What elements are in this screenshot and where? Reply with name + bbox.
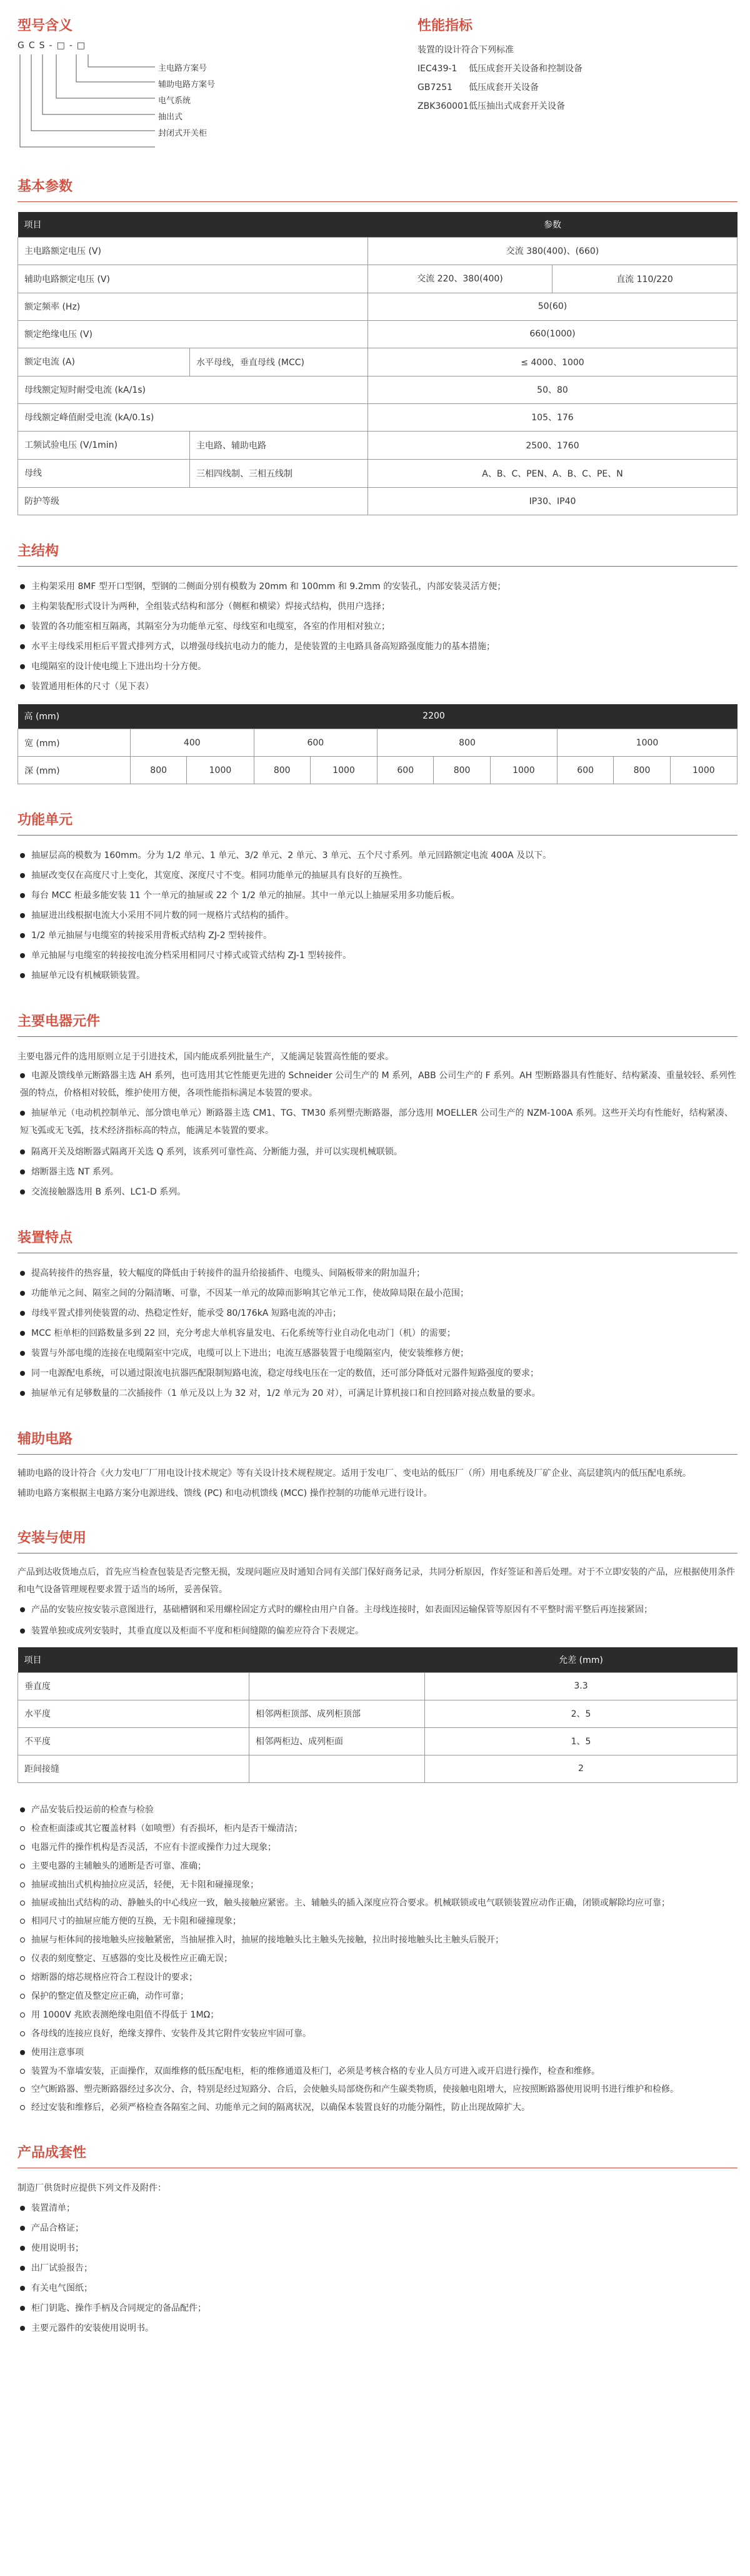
bullet-icon (20, 873, 25, 878)
table-cell: 相邻两柜顶部、成列柜顶部 (249, 1700, 425, 1727)
bullet-icon (20, 1111, 25, 1116)
section-divider (18, 1036, 738, 1037)
section-divider (18, 566, 738, 567)
list-item: 装置单独或成列安装时，其垂直度以及柜面不平度和柜间缝隙的偏差应符合下表规定。 (18, 1621, 738, 1641)
table-cell: 额定绝缘电压 (V) (18, 320, 368, 348)
table-cell: 工频试验电压 (V/1min) (18, 432, 190, 459)
list-item: 熔断器的熔芯规格应符合工程设计的要求； (18, 1968, 738, 1987)
table-row (18, 729, 738, 757)
model-letter: S (39, 41, 46, 51)
table-cell: 1000 (310, 757, 377, 784)
list-item: 隔离开关及熔断器式隔离开关选 Q 系列，该系列可靠性高、分断能力强，并可以实现机械联锁。 (18, 1142, 738, 1162)
model-item: 电气系统 (158, 96, 191, 106)
table-header: 2200 (131, 704, 738, 729)
bullet-icon (20, 913, 25, 918)
components-list (18, 1067, 738, 1202)
table-row (18, 376, 738, 403)
table-row (18, 459, 738, 487)
standards-intro: 装置的设计符合下列标准 (418, 45, 514, 55)
bullet-icon (20, 1149, 25, 1154)
bullet-icon (20, 1331, 25, 1336)
model-diagram (18, 41, 418, 159)
bullet-icon (20, 584, 25, 589)
features-list (18, 1263, 738, 1403)
model-title: 型号含义 (18, 18, 73, 34)
table-cell: 主电路、辅助电路 (196, 440, 266, 451)
table-row (18, 1755, 738, 1782)
list-item: 装置与外部电缆的连接在电缆隔室中完成，电缆可以上下进出；电流互感器装置于电缆隔室内，使安装维修方便； (18, 1343, 738, 1363)
aux-paragraph: 辅助电路的设计符合《火力发电厂厂用电设计技术规定》等有关设计技术规程规定。适用于发电厂、变电站的低压厂（所）用电系统及厂矿企业、高层建筑内的低压配电系统。 (18, 1468, 691, 1478)
bullet-icon (20, 1311, 25, 1316)
table-cell (249, 1755, 425, 1782)
table-row (18, 293, 738, 320)
table-row (18, 320, 738, 348)
functional-title: 功能单元 (18, 812, 73, 828)
standard-code: IEC439-1 (418, 64, 458, 74)
bullet-icon (20, 2226, 25, 2231)
table-cell: 母线额定峰值耐受电流 (kA/0.1s) (18, 403, 368, 431)
table-header: 允差 (mm) (425, 1647, 738, 1672)
table-header: 参数 (368, 212, 738, 237)
table-cell: 防护等级 (18, 487, 368, 515)
bullet-icon (20, 2286, 25, 2291)
table-row (18, 487, 738, 515)
table-cell: 交流 220、380(400) (368, 265, 552, 293)
bullet-icon (20, 644, 25, 649)
table-cell: 母线额定短时耐受电流 (kA/1s) (18, 376, 368, 403)
circle-bullet-icon (20, 1826, 25, 1831)
model-item: 主电路方案号 (158, 64, 208, 73)
list-item: 用 1000V 兆欧表测绝缘电阻值不得低于 1MΩ； (18, 2006, 738, 2024)
table-cell: 800 (378, 729, 558, 757)
bullet-icon (20, 1291, 25, 1296)
components-title: 主要电器元件 (18, 1014, 101, 1029)
list-item: 抽屉改变仅在高度尺寸上变化，其宽度、深度尺寸不变。相同功能单元的抽屉具有良好的互换性。 (18, 866, 738, 886)
list-item: 电器元件的操作机构是否灵活，不应有卡涩或操作力过大现象； (18, 1838, 738, 1857)
table-cell: 交流 380(400)、(660) (368, 237, 738, 265)
table-row (18, 403, 738, 431)
list-item: 装置为不靠墙安装，正面操作，双面维修的低压配电柜，柜的维修通道及柜门，必须是考核合格的专业人员方可进入或开启进行操作，检查和维修。 (18, 2062, 738, 2081)
table-cell: 额定电流 (A) (18, 348, 190, 376)
bullet-icon (20, 2050, 25, 2055)
bullet-icon (20, 1371, 25, 1376)
list-item: 母线平置式排列使装置的动、热稳定性好，能承受 80/176kA 短路电流的冲击； (18, 1303, 738, 1323)
list-item: 抽屉或抽出式结构的动、静触头的中心线应一致，触头接触应紧密。主、辅触头的插入深度应符合要求。机械联锁或电气联锁装置应动作正确，闭锁或解除均应可靠； (18, 1894, 738, 1912)
list-item: 提高转接件的热容量，较大幅度的降低由于转接件的温升给接插件、电缆头、间隔板带来的附加温升； (18, 1263, 738, 1283)
list-item: 抽屉进出线根据电流大小采用不同片数的同一规格片式结构的插件。 (18, 906, 738, 926)
table-cell: 额定频率 (Hz) (18, 293, 368, 320)
table-cell: 不平度 (18, 1727, 249, 1755)
table-cell: 600 (557, 757, 613, 784)
bullet-icon (20, 1271, 25, 1276)
standard-desc: 低压抽出式成套开关设备 (469, 101, 565, 111)
table-cell: 直流 110/220 (616, 274, 673, 285)
table-cell: 800 (131, 757, 187, 784)
table-cell: 主电路额定电压 (V) (18, 237, 368, 265)
circle-bullet-icon (20, 1919, 25, 1924)
circle-bullet-icon (20, 1956, 25, 1961)
list-item: 装置通用柜体的尺寸（见下表） (18, 677, 738, 697)
list-item: 空气断路器、塑壳断路器经过多次分、合，特别是经过短路分、合后，会使触头局部烧伤和产生碳类物质，使接触电阻增大，应按照断路器使用说明书进行维护和检修。 (18, 2081, 738, 2098)
bullet-icon (20, 973, 25, 978)
bullet-icon (20, 1607, 25, 1612)
table-cell: 深 (mm) (18, 757, 131, 784)
table-cell: 105、176 (368, 403, 738, 431)
table-cell: 水平母线，垂直母线 (MCC) (196, 357, 305, 368)
list-item: 单元抽屉与电缆室的转接按电流分档采用相同尺寸棒式或管式结构 ZJ-1 型转接件。 (18, 946, 738, 966)
table-cell-split (18, 459, 368, 487)
circle-bullet-icon (20, 1864, 25, 1869)
list-item: 相同尺寸的抽屉应能方便的互换，无卡阻和碰撞现象； (18, 1912, 738, 1931)
table-row (18, 1727, 738, 1755)
list-item: 各母线的连接应良好，绝缘支撑件、安装件及其它附件安装应牢固可靠。 (18, 2024, 738, 2043)
table-row (18, 1672, 738, 1700)
table-cell: 1000 (670, 757, 737, 784)
standard-desc: 低压成套开关设备 (469, 83, 539, 93)
circle-bullet-icon (20, 2013, 25, 2018)
standard-code: GB7251 (418, 83, 453, 93)
table-cell: 600 (254, 729, 378, 757)
table-row (18, 265, 738, 293)
model-letters (18, 41, 418, 51)
bullet-icon (20, 1629, 25, 1634)
structure-title: 主结构 (18, 543, 59, 559)
list-item: 交流接触器选用 B 系列、LC1-D 系列。 (18, 1182, 738, 1202)
list-item: 电缆隔室的设计使电缆上下进出均十分方便。 (18, 657, 738, 677)
list-item: 抽屉单元设有机械联锁装置。 (18, 966, 738, 986)
table-header-row (18, 1647, 738, 1672)
table-header-row (18, 704, 738, 729)
table-row (18, 757, 738, 784)
list-item: 主构架采用 8MF 型开口型钢，型钢的二侧面分别有模数为 20mm 和 100mm 和 9.2mm 的安装孔，内部安装灵活方便； (18, 577, 738, 597)
circle-bullet-icon (20, 1882, 25, 1887)
bullet-icon (20, 1190, 25, 1195)
table-cell: 水平度 (18, 1700, 249, 1727)
package-title: 产品成套性 (18, 2144, 87, 2161)
table-cell: 距间接缝 (18, 1755, 249, 1782)
bullet-icon (20, 2306, 25, 2311)
bullet-icon (20, 1351, 25, 1356)
table-header: 项目 (18, 212, 368, 237)
table-header: 项目 (18, 1647, 425, 1672)
features-title: 装置特点 (18, 1230, 73, 1246)
bullet-icon (20, 2266, 25, 2271)
model-letter: C (28, 41, 36, 51)
model-items (158, 61, 215, 142)
model-item: 封闭式开关柜 (158, 129, 208, 138)
table-cell: 400 (131, 729, 254, 757)
bullet-icon (20, 853, 25, 858)
table-cell: 三相四线制、三相五线制 (196, 468, 292, 479)
performance-title: 性能指标 (418, 18, 473, 34)
table-cell: 1000 (490, 757, 557, 784)
list-item: 产品的安装应按安装示意图进行，基础槽钢和采用螺栓固定方式时的螺栓由用户自备。主母线连接时，如表面因运输保管等原因有不平整时需平整后再连接紧固； (18, 1601, 738, 1619)
package-list (18, 2198, 738, 2338)
top-section (18, 13, 738, 159)
dimension-table (18, 704, 738, 785)
list-item: 主要电器的主辅触头的通断是否可靠、准确； (18, 1857, 738, 1876)
model-letter: - (49, 41, 53, 51)
bullet-icon (20, 624, 25, 629)
tolerance-table (18, 1647, 738, 1783)
circle-bullet-icon (20, 1994, 25, 1999)
table-cell: 2、5 (425, 1700, 738, 1727)
circle-bullet-icon (20, 1975, 25, 1980)
basic-params-table (18, 212, 738, 515)
bullet-icon (20, 684, 25, 689)
circle-bullet-icon (20, 2031, 25, 2036)
list-item: 出厂试验报告； (18, 2258, 738, 2278)
table-cell: 50(60) (368, 293, 738, 320)
standard-row (418, 78, 730, 97)
bullet-icon (20, 933, 25, 938)
list-item: 同一电源配电系统，可以通过限流电抗器匹配限制短路电流，稳定母线电压在一定的数值，还可部分降低对元器件短路强度的要求； (18, 1363, 738, 1383)
model-letter: □ (56, 41, 66, 51)
circle-bullet-icon (20, 1845, 25, 1850)
table-cell: 1、5 (425, 1727, 738, 1755)
bullet-icon (20, 2206, 25, 2211)
functional-list (18, 846, 738, 986)
bullet-icon (20, 604, 25, 609)
list-item: 抽屉或抽出式机构抽拉应灵活，轻便，无卡阻和碰撞现象； (18, 1876, 738, 1894)
package-intro: 制造厂供货时应提供下列文件及附件： (18, 2183, 166, 2193)
bullet-icon (20, 893, 25, 898)
model-letter: G (18, 41, 25, 51)
install-title: 安装与使用 (18, 1530, 87, 1546)
list-item: 抽屉层高的模数为 160mm。分为 1/2 单元、1 单元、3/2 单元、2 单元、3 单元、五个尺寸系列。单元回路额定电流 400A 及以下。 (18, 846, 738, 866)
standards-list (418, 41, 730, 116)
table-cell: 600 (378, 757, 434, 784)
list-item: 1/2 单元抽屉与电缆室的转接采用背板式结构 ZJ-2 型转接件。 (18, 926, 738, 946)
model-block (18, 13, 418, 159)
section-divider (18, 1454, 738, 1455)
model-item: 辅助电路方案号 (158, 80, 216, 89)
table-cell (249, 1672, 425, 1700)
circle-bullet-icon (20, 2087, 25, 2092)
bullet-icon (20, 1073, 25, 1078)
list-item: 功能单元之间、隔室之间的分隔清晰、可靠，不因某一单元的故障而影响其它单元工作，使故障局限在最小范围； (18, 1283, 738, 1303)
section-divider (18, 835, 738, 836)
list-item: 仪表的刻度整定、互感器的变比及极性应正确无误； (18, 1949, 738, 1968)
checks-list (18, 1801, 738, 2117)
table-cell: 2500、1760 (368, 431, 738, 459)
table-cell: 母线 (18, 460, 190, 487)
install-intro: 产品到达收货地点后，首先应当检查包装是否完整无损，发现问题应及时通知合同有关部门保好商务记录，共同分析原因，作好签证和善后处理。对于不立即安装的产品，应根据使用条件和电气设备管理规程要求置于适当的场所，妥善保管。 (18, 1567, 735, 1595)
bullet-icon (20, 1391, 25, 1396)
notes-title: 使用注意事项 (18, 2043, 738, 2062)
list-item: 使用说明书； (18, 2238, 738, 2258)
list-item: 电源及馈线单元断路器主选 AH 系列，也可选用其它性能更先进的 Schneider 公司生产的 M 系列，ABB 公司生产的 F 系列。AH 型断路器具有性能好、结构紧凑、重量较轻、系列性强的特点，价格相对较低，维护使用方便，各项性能指标满足本装置的要求。 (20, 1071, 736, 1098)
table-cell-split (368, 265, 738, 293)
bullet-icon (20, 2326, 25, 2331)
bullet-icon (20, 2246, 25, 2251)
table-cell: 宽 (mm) (18, 729, 131, 757)
standard-row (418, 59, 730, 78)
basic-params-title: 基本参数 (18, 179, 73, 194)
standard-code: ZBK360001 (418, 101, 469, 111)
table-cell-split (18, 431, 368, 459)
list-item: 主要元器件的安装使用说明书。 (18, 2318, 738, 2338)
table-header: 高 (mm) (18, 704, 131, 729)
table-cell: 50、80 (368, 376, 738, 403)
list-item: 抽屉单元（电动机控制单元、部分馈电单元）断路器主选 CM1、TG、TM30 系列塑壳断路器，部分选用 MOELLER 公司生产的 NZM-100A 系列。这些开关均有性能好，结构紧凑、短飞弧或无飞弧，技术经济指标高的特点，能满足本装置的要求。 (20, 1108, 733, 1136)
table-cell: 800 (434, 757, 490, 784)
list-item: 抽屉与柜体间的接地触头应接触紧密，当抽屉推入时，抽屉的接地触头比主触头先接触，拉出时接地触头比主触头后脱开； (18, 1931, 738, 1949)
standard-row (418, 97, 730, 116)
list-item: 有关电气图纸； (18, 2278, 738, 2298)
model-letter: - (69, 41, 73, 51)
table-row (18, 1700, 738, 1727)
table-cell: 1000 (557, 729, 737, 757)
circle-bullet-icon (20, 1901, 25, 1906)
checks-title: 产品安装后投运前的检查与检验 (18, 1801, 738, 1819)
table-header-row (18, 212, 738, 237)
bullet-icon (20, 664, 25, 669)
circle-bullet-icon (20, 2105, 25, 2110)
aux-paragraph: 辅助电路方案根据主电路方案分电源进线、馈线 (PC) 和电动机馈线 (MCC) 操作控制的功能单元进行设计。 (18, 1488, 432, 1498)
circle-bullet-icon (20, 1937, 25, 1942)
list-item: 装置的各功能室相互隔离，其隔室分为功能单元室、母线室和电缆室，各室的作用相对独立； (18, 617, 738, 637)
table-cell: ≤ 4000、1000 (368, 348, 738, 376)
list-item: 每台 MCC 柜最多能安装 11 个一单元的抽屉或 22 个 1/2 单元的抽屉。其中一单元以上抽屉采用多功能后板。 (18, 886, 738, 906)
list-item: 柜门钥匙、操作手柄及合同规定的备品配件； (18, 2298, 738, 2318)
install-list (18, 1601, 738, 1641)
table-cell: IP30、IP40 (368, 487, 738, 515)
list-item: 装置清单； (18, 2198, 738, 2218)
list-item: 水平主母线采用柜后平置式排列方式，以增强母线抗电动力的能力，是使装置的主电路具备高短路强度能力的基本措施； (18, 637, 738, 657)
list-item: MCC 柜单柜的回路数量多到 22 回，充分考虑大单机容量发电、石化系统等行业自动化电动门（机）的需要； (18, 1323, 738, 1343)
components-intro: 主要电器元件的选用原则立足于引进技术，国内能成系列批量生产，又能满足装置高性能的要求。 (18, 1052, 394, 1062)
list-item: 熔断器主选 NT 系列。 (18, 1162, 738, 1182)
list-item: 产品合格证； (18, 2218, 738, 2238)
table-cell: A、B、C、PEN、A、B、C、PE、N (368, 459, 738, 487)
circle-bullet-icon (20, 2069, 25, 2074)
table-cell: 辅助电路额定电压 (V) (18, 265, 368, 293)
table-cell: 相邻两柜边、成列柜面 (249, 1727, 425, 1755)
performance-block (418, 13, 730, 159)
list-item: 抽屉单元有足够数量的二次插接件（1 单元及以上为 32 对，1/2 单元为 20 对），可满足计算机接口和自控回路对接点数量的要求。 (18, 1383, 738, 1403)
structure-list (18, 577, 738, 697)
list-item: 经过安装和维修后，必须严格检查各隔室之间、功能单元之间的隔离状况，以确保本装置良好的功能分隔性，防止出现故障扩大。 (18, 2098, 738, 2117)
bullet-icon (20, 1807, 25, 1812)
table-row (18, 348, 738, 376)
model-letter: □ (76, 41, 86, 51)
model-connector-lines (18, 53, 180, 153)
table-cell: 800 (254, 757, 310, 784)
standard-desc: 低压成套开关设备和控制设备 (469, 64, 582, 74)
table-row (18, 237, 738, 265)
section-divider (18, 201, 738, 202)
table-cell: 660(1000) (368, 320, 738, 348)
bullet-icon (20, 953, 25, 958)
table-cell: 垂直度 (18, 1672, 249, 1700)
list-item: 主构架装配形式设计为两种，全组装式结构和部分（侧框和横梁）焊接式结构，供用户选择； (18, 597, 738, 617)
table-cell-split (18, 348, 368, 376)
list-item: 检查柜面漆或其它覆盖材料（如喷塑）有否损坏，柜内是否干燥清洁； (18, 1819, 738, 1838)
table-cell: 2 (425, 1755, 738, 1782)
table-cell: 1000 (187, 757, 254, 784)
list-item: 保护的整定值及整定应正确，动作可靠； (18, 1987, 738, 2006)
aux-title: 辅助电路 (18, 1432, 73, 1447)
model-item: 抽出式 (158, 113, 183, 122)
table-cell: 3.3 (425, 1672, 738, 1700)
table-cell: 800 (614, 757, 670, 784)
bullet-icon (20, 1169, 25, 1174)
table-row (18, 431, 738, 459)
